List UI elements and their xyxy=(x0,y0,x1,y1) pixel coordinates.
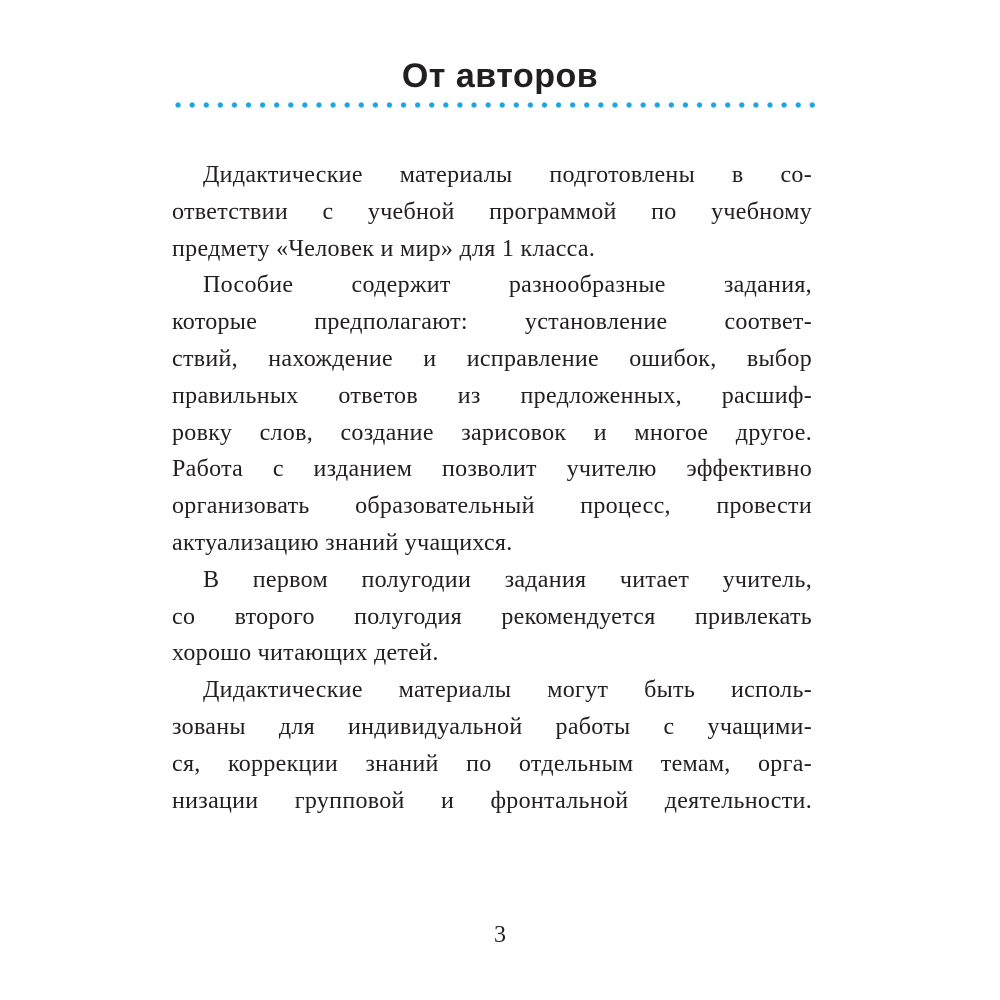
paragraph xyxy=(172,267,812,561)
text-line: предмету «Человек и мир» для 1 класса. xyxy=(172,235,596,262)
text-line: правильных ответов из предложенных, расшиф- xyxy=(172,382,812,409)
paragraph xyxy=(172,157,812,267)
text-line: хорошо читающих детей. xyxy=(172,640,439,667)
page-title: От авторов xyxy=(401,57,599,95)
text-line: ровку слов, создание зарисовок и многое другое. xyxy=(172,419,812,446)
text-line: низации групповой и фронтальной деятельности. xyxy=(172,787,812,814)
page-number: 3 xyxy=(494,922,506,948)
text-line: актуализацию знаний учащихся. xyxy=(172,529,513,556)
text-line: ся, коррекции знаний по отдельным темам, орга- xyxy=(172,750,812,777)
text-line: которые предполагают: установление соответ- xyxy=(172,309,812,336)
text-line: В первом полугодии задания читает учитель, xyxy=(203,566,812,593)
text-line: Дидактические материалы могут быть исполь- xyxy=(203,677,812,704)
text-line: Дидактические материалы подготовлены в со- xyxy=(203,162,812,188)
text-line: зованы для индивидуальной работы с учащими- xyxy=(172,713,812,740)
text-line: Пособие содержит разнообразные задания, xyxy=(203,272,812,299)
text-line: со второго полугодия рекомендуется привлекать xyxy=(172,603,812,630)
text-line: ответствии с учебной программой по учебному xyxy=(172,198,812,225)
dotted-divider xyxy=(171,102,819,108)
paragraph xyxy=(172,672,812,819)
body-text xyxy=(172,157,812,819)
text-line: организовать образовательный процесс, провести xyxy=(172,493,812,520)
text-line: Работа с изданием позволит учителю эффективно xyxy=(172,456,812,483)
paragraph xyxy=(172,562,812,672)
text-line: ствий, нахождение и исправление ошибок, выбор xyxy=(172,345,812,372)
